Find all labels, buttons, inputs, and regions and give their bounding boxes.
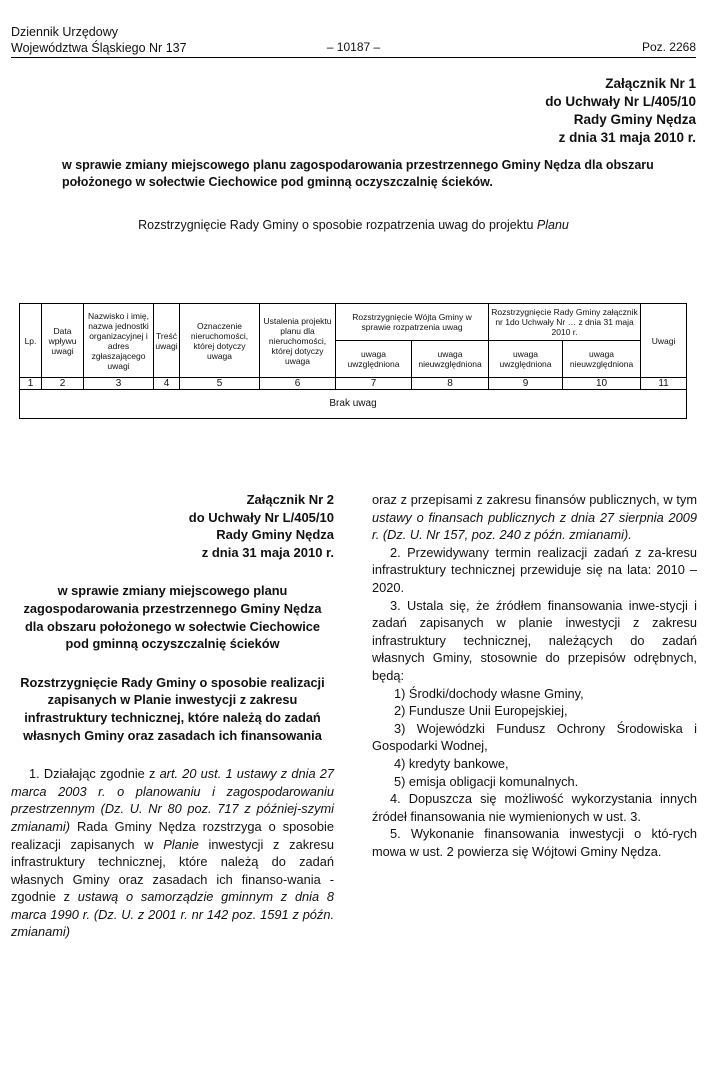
annex2-paragraph-5: 5. Wykonanie finansowania inwestycji o któ-rych mowa w ust. 2 powierza się Wójtowi Gminy Nędza. [372,826,697,859]
annex1-subject [62,157,662,191]
column-number: 2 [42,378,84,390]
annex1-subject-line1: w sprawie zmiany miejscowego planu zagospodarowania przestrzennego Gminy Nędza dla obszaru [62,158,654,172]
resolution-title-italic: Planu [536,218,569,232]
p1-plan: Planie [163,836,199,852]
annex1-line: z dnia 31 maja 2010 r. [558,130,696,145]
column-number: 7 [336,378,412,390]
annex2-resolution-title: Rozstrzygnięcie Rady Gminy o sposobie realizacji zapisanych w Planie inwestycji z zakresu infrastruktury technicznej, które należą do zadań własnych Gminy oraz zasadach ich finansowania [20,674,325,743]
column-number: 11 [641,378,687,390]
page-number: – 10187 – [326,40,381,54]
funding-source-item: 3) Wojewódzki Fundusz Ochrony Środowiska i Gospodarki Wodnej, [372,720,697,754]
column-number: 4 [154,378,180,390]
annex2-paragraph-1 [11,765,334,941]
annex2-line: Załącznik Nr 2 [246,492,334,507]
position-number: Poz. 2268 [641,40,696,54]
header-divider [11,57,696,58]
annex2-paragraph-3: 3. Ustala się, że źródłem finansowania inwe-stycji i zadań zapisanych w planie inwestycji z zakresu infrastruktury technicznej, należących do zadań własnych Gminy, stosownie do przepisów odrębnych, będą: [372,597,697,683]
p1-citation: ustawy o finansach publicznych z dnia 27 sierpnia 2009 r. (Dz. U. Nr 157, poz. 240 z późn. zmianami). [372,509,697,543]
remarks-table [19,303,687,419]
resolution-title-text: Rozstrzygnięcie Rady Gminy o sposobie rozpatrzenia uwag do projektu [138,218,537,232]
annex2-right-column [372,491,697,860]
header-nazwisko: Nazwisko i imię, nazwa jednostki organizacyjnej i adres zgłaszającego uwagi [84,304,154,378]
p1-text: oraz z przepisami z zakresu finansów publicznych, w tym [372,492,697,507]
funding-source-item: 4) kredyty bankowe, [394,755,509,771]
header-rada-uwzgledniona: uwaga uwzględniona [489,341,563,378]
journal-title-line1: Dziennik Urzędowy [11,25,118,39]
column-number: 10 [563,378,641,390]
annex2-left-column [11,491,334,941]
annex2-heading [11,491,334,561]
header-ustalenia: Ustalenia projektu planu dla nieruchomości, której dotyczy uwaga [260,304,336,378]
annex2-line: do Uchwały Nr L/405/10 [188,509,334,525]
header-wojt-nieuwzgledniona: uwaga nieuwzględniona [412,341,489,378]
p1-text: 1. Działając zgodnie z [29,766,160,782]
column-number: 8 [412,378,489,390]
annex1-subject-line2: położonego w sołectwie Ciechowice pod gminną oczyszczalnię ścieków. [62,175,493,189]
p1-text: inwestycji z zakresu infrastruktury technicznej, które należą do zadań własnych Gminy oraz zasadach ich finanso-wania - zgodnie z [11,836,334,905]
funding-source-item: 1) Środki/dochody własne Gminy, [394,685,584,701]
header-data-wplywu: Data wpływu uwagi [42,304,84,378]
header-oznaczenie: Oznaczenie nieruchomości, której dotyczy uwaga [180,304,260,378]
header-wojt-uwzgledniona: uwaga uwzględniona [336,341,412,378]
annex1-line: do Uchwały Nr L/405/10 [545,94,696,109]
annex2-subject: w sprawie zmiany miejscowego planu zagospodarowania przestrzennego Gminy Nędza dla obszaru położonego w sołectwie Ciechowice pod gminną oczyszczalnię ścieków [23,583,322,652]
header-group-rada: Rozstrzygnięcie Rady Gminy załącznik nr 1do Uchwały Nr … z dnia 31 maja 2010 r. [489,304,641,341]
journal-title-line2: Województwa Śląskiego Nr 137 [11,41,187,55]
funding-source-item: 2) Fundusze Unii Europejskiej, [394,703,568,719]
header-uwagi: Uwagi [641,304,687,378]
annex2-paragraph-4: 4. Dopuszcza się możliwość wykorzystania innych źródeł finansowania nie wymienionych w ust. 3. [372,791,697,824]
funding-source-item: 5) emisja obligacji komunalnych. [394,773,579,789]
annex2-paragraph-2: 2. Przewidywany termin realizacji zadań z za-kresu infrastruktury technicznej przewiduje się na lata: 2010 – 2020. [372,544,697,595]
column-number: 6 [260,378,336,390]
column-number: 3 [84,378,154,390]
annex2-paragraph-1-cont [372,491,697,544]
annex2-line: z dnia 31 maja 2010 r. [201,544,334,560]
column-number: 1 [20,378,42,390]
annex2-line: Rady Gminy Nędza [216,527,334,543]
annex1-line: Załącznik Nr 1 [605,76,696,91]
column-number: 5 [180,378,260,390]
p1-text: Rada Gminy Nędza rozstrzyga o sposobie realizacji zapisanych w [11,818,334,852]
column-number: 9 [489,378,563,390]
header-rada-nieuwzgledniona: uwaga nieuwzględniona [563,341,641,378]
annex1-heading [545,75,696,147]
annex1-resolution-title [0,218,707,232]
no-remarks-cell: Brak uwag [20,390,687,419]
header-group-wojt: Rozstrzygnięcie Wójta Gminy w sprawie rozpatrzenia uwag [336,304,489,341]
header-lp: Lp. [20,304,42,378]
annex1-line: Rady Gminy Nędza [573,112,696,127]
p1-citation: ustawą o samorządzie gminnym z dnia 8 marca 1990 r. (Dz. U. z 2001 r. nr 142 poz. 1591 z późn. zmianami) [11,889,334,940]
header-tresc: Treść uwagi [154,304,180,378]
p1-citation: art. 20 ust. 1 ustawy z dnia 27 marca 2003 r. o planowaniu i zagospodarowaniu przestrzennym (Dz. U. Nr 80 poz. 717 z później-szymi zmianami) [11,766,334,834]
